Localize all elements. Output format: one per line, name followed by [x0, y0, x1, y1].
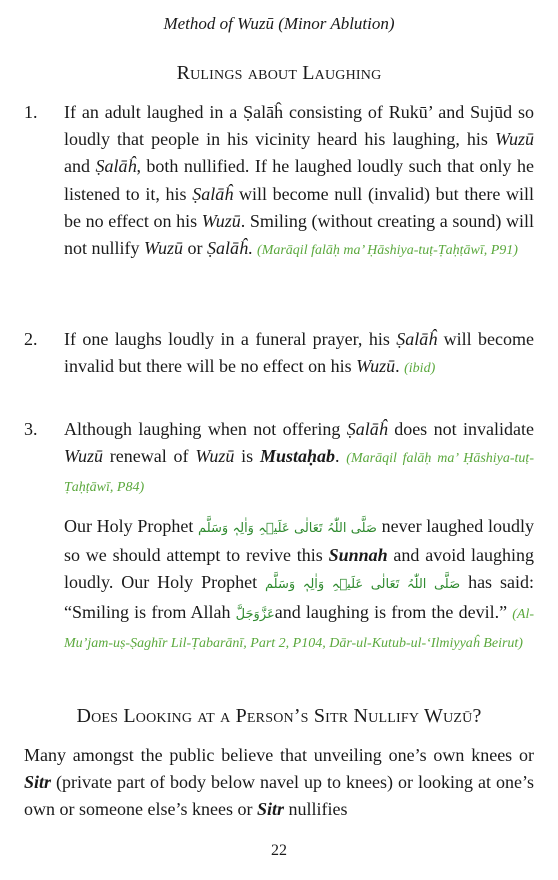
- ruling-item-3: [24, 416, 534, 502]
- ruling-item-1: [24, 99, 534, 264]
- term: Sunnah: [328, 545, 388, 566]
- page-number: 22: [271, 842, 287, 859]
- text-run: .: [395, 356, 405, 377]
- item-body: [64, 99, 534, 264]
- text-run: and laughing is from the devil.”: [274, 601, 513, 622]
- item-number: 1.: [24, 102, 38, 122]
- term: Wuzū: [64, 446, 104, 467]
- text-run: If one laughs loudly in a funeral prayer, his: [64, 329, 397, 349]
- term: Sitr: [256, 799, 284, 820]
- text-run: .: [248, 238, 258, 259]
- running-head: Method of Wuzū (Minor Ablution): [163, 14, 395, 33]
- text-run: .: [335, 446, 347, 467]
- term: Wuzū: [195, 446, 235, 467]
- salutation-calligraphy: صَلَّی اللّٰہُ تَعَالٰی عَلَیۡہِ وَاٰلِہٖ وَسَلَّم: [265, 577, 461, 593]
- text-run: Many amongst the public believe that unveiling one’s own knees or: [24, 745, 534, 765]
- prophet-paragraph: [64, 513, 534, 657]
- text-run: renewal of: [103, 446, 196, 467]
- text-run: If an adult laughed in a Ṣalāĥ consisting of Rukū’ and Sujūd so loudly that people in his vicinity heard his laughing, his: [64, 102, 534, 150]
- term: Ṣalāĥ: [346, 419, 388, 439]
- reference-citation: (Marāqil falāḥ ma’ Ḥāshiya-tuṭ-Ṭaḥṭāwī, P91): [257, 243, 518, 259]
- term: Wuzū: [494, 129, 534, 150]
- term: Wuzū: [201, 210, 241, 231]
- ruling-item-2: [24, 326, 534, 382]
- section-heading-laughing: Rulings about Laughing: [176, 62, 382, 84]
- term: Wuzū: [144, 238, 184, 259]
- text-run: does not invalidate: [387, 419, 534, 439]
- text-run: will become invalid but there will be no effect on his: [64, 329, 534, 377]
- term: Sitr: [24, 772, 52, 793]
- section-heading-sitr: Does Looking at a Person’s Sitr Nullify Wuzū?: [76, 705, 482, 727]
- term: Ṣalāĥ: [396, 329, 438, 349]
- text-run: Our Holy Prophet: [64, 516, 199, 536]
- term: Wuzū: [356, 356, 396, 377]
- text-run: never laughed loudly so we should attempt to revive this: [64, 516, 534, 566]
- text-run: . Smiling (without creating a sound) will not nullify: [64, 210, 534, 259]
- text-run: (private part of body below navel up to knees) or looking at one’s own or someone else’s knees or: [24, 772, 534, 820]
- term: Ṣalāĥ: [207, 238, 249, 259]
- sitr-paragraph: [24, 742, 534, 824]
- reference-citation: (Al-Mu’jam-uṣ-Ṣaghīr Lil-Ṭabarānī, Part 2, P104, Dār-ul-Kutub-ul-‘Ilmiyyaĥ Beirut): [64, 606, 534, 651]
- text-run: will become null (invalid) but there will be no effect on his: [64, 183, 534, 231]
- text-run: Although laughing when not offering: [64, 419, 347, 439]
- salutation-calligraphy: صَلَّی اللّٰہُ تَعَالٰی عَلَیۡہِ وَاٰلِہٖ وَسَلَّم: [198, 521, 377, 536]
- text-run: is: [234, 446, 260, 467]
- glorification-calligraphy: عَزَّوَجَلَّ: [235, 606, 275, 622]
- item-body: [64, 416, 534, 502]
- reference-citation: (ibid): [404, 361, 436, 377]
- item-number: 2.: [24, 329, 38, 349]
- term: Mustaḥab: [259, 446, 335, 467]
- reference-citation: (Marāqil falāḥ ma’ Ḥāshiya-tuṭ-Ṭaḥṭāwī, P84): [64, 451, 534, 496]
- item-number: 3.: [24, 419, 38, 439]
- text-run: and: [64, 156, 96, 177]
- item-body: [64, 326, 534, 382]
- text-run: nullifies: [283, 799, 348, 820]
- term: Ṣalāĥ: [95, 156, 137, 177]
- text-run: , both nullified. If he laughed loudly such that only he listened to it, his: [64, 156, 534, 204]
- text-run: has said: “Smiling is from Allah: [64, 572, 534, 622]
- term: Ṣalāĥ: [192, 183, 234, 204]
- text-run: and avoid laughing loudly. Our Holy Prophet: [64, 545, 534, 593]
- text-run: or: [183, 238, 208, 259]
